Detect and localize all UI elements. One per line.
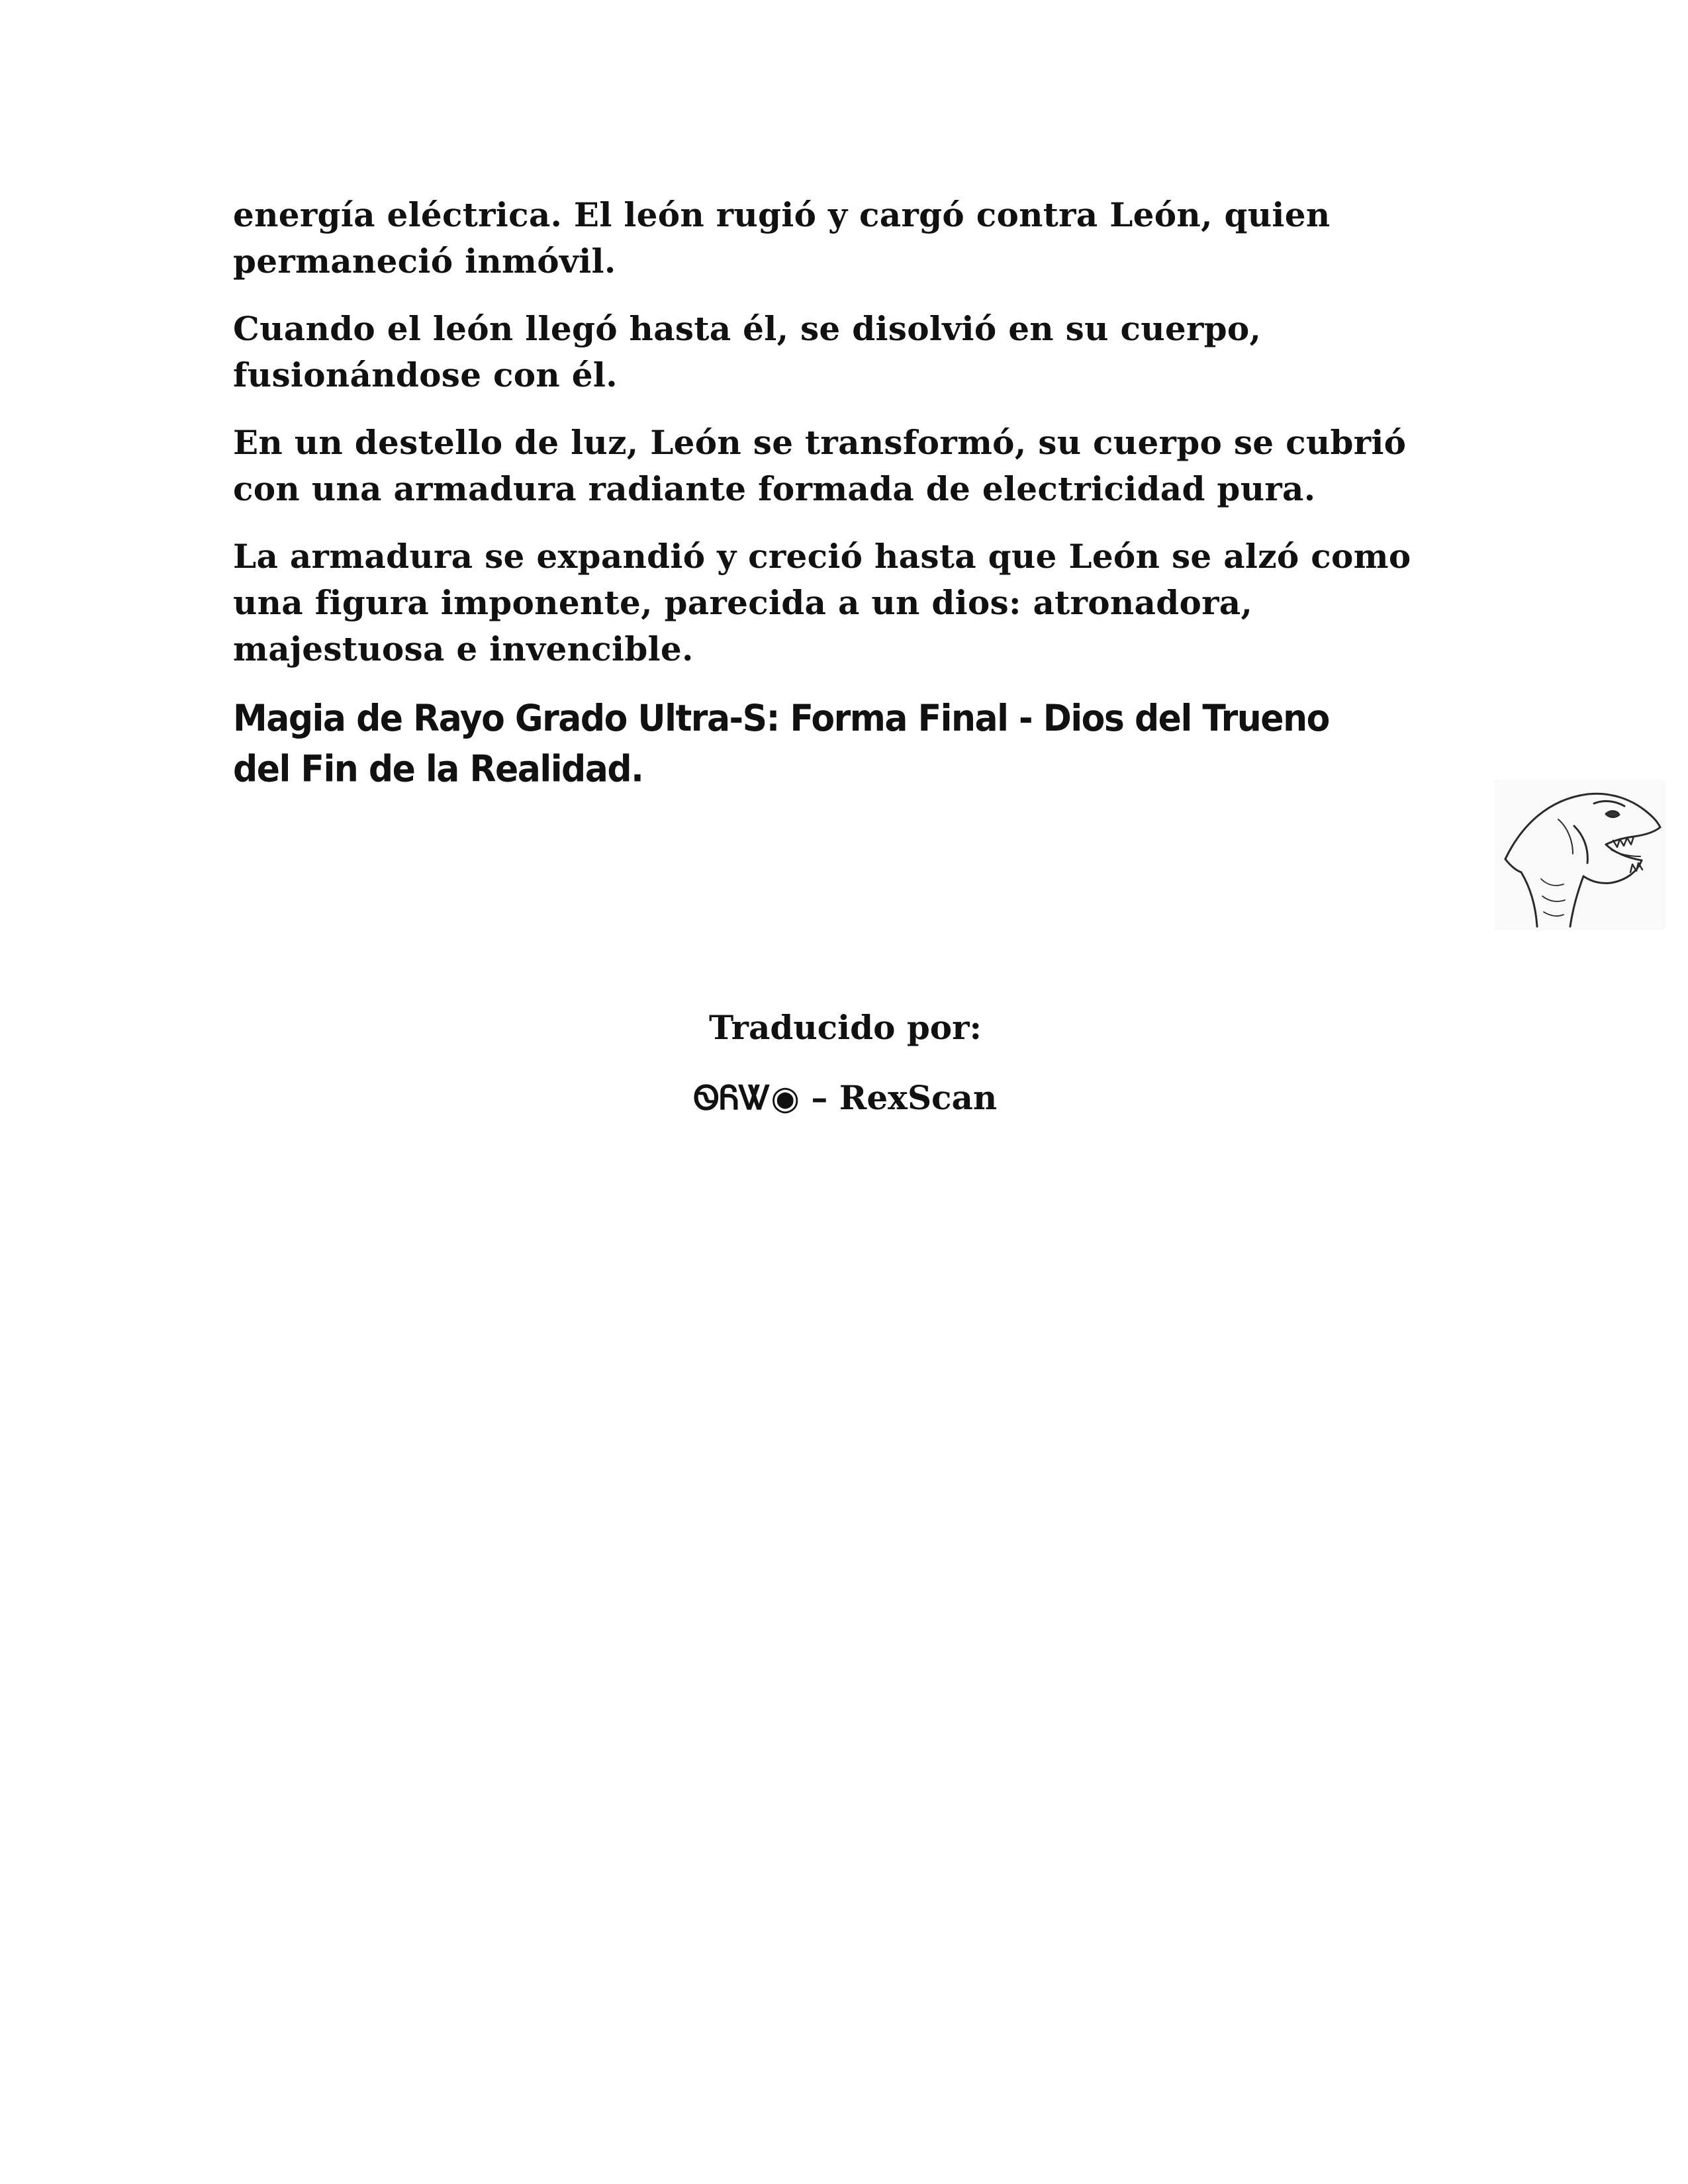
text-line: Cuando el león llegó hasta él, se disolvió en su cuerpo,	[233, 309, 1262, 348]
paragraph-1	[233, 192, 1458, 285]
text-line: una figura imponente, parecida a un dios: atronadora,	[233, 583, 1253, 622]
document-body	[233, 192, 1458, 1117]
spell-line: del Fin de la Realidad.	[233, 748, 643, 791]
text-line: En un destello de luz, León se transformó, su cuerpo se cubrió	[233, 423, 1407, 462]
paragraph-2	[233, 306, 1458, 398]
text-line: La armadura se expandió y creció hasta que León se alzó como	[233, 537, 1411, 576]
spell-name-heading	[233, 694, 1458, 795]
text-line: permaneció inmóvil.	[233, 242, 616, 281]
paragraph-3	[233, 420, 1458, 512]
text-line: con una armadura radiante formada de electricidad pura.	[233, 469, 1316, 508]
t-rex-logo-icon	[1495, 780, 1665, 931]
text-line: fusionándose con él.	[233, 355, 618, 394]
paragraph-4	[233, 533, 1458, 672]
translation-credits	[233, 1005, 1458, 1121]
credits-translator: ᏫᏲᏔ◉ – RexScan	[693, 1078, 998, 1117]
credits-label: Traducido por:	[709, 1008, 982, 1047]
text-line: energía eléctrica. El león rugió y cargó contra León, quien	[233, 195, 1331, 234]
text-line: majestuosa e invencible.	[233, 629, 694, 668]
spell-line: Magia de Rayo Grado Ultra-S: Forma Final - Dios del Trueno	[233, 698, 1329, 740]
